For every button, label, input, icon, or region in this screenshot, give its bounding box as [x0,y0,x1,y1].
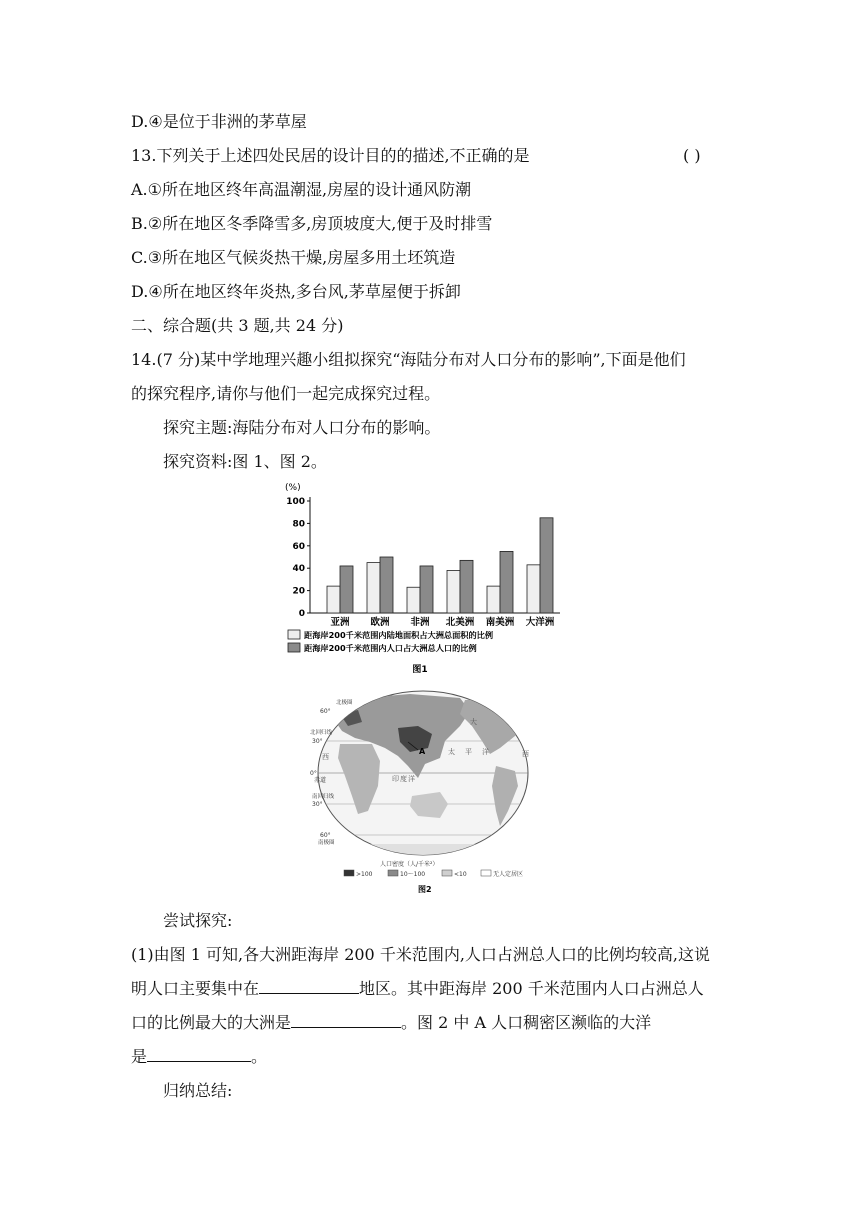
answer-blank-3[interactable] [147,1047,251,1062]
explore-theme: 探究主题:海陆分布对人口分布的影响。 [163,418,441,437]
bar-1 [367,563,380,613]
y-tick-label: 0 [298,609,305,619]
lat-label: 0° [310,770,317,777]
y-tick-label: 100 [286,497,305,507]
bar-1 [447,570,460,613]
q14-stem-line2: 的探究程序,请你与他们一起完成探究过程。 [131,384,441,403]
circle-label: 南极圈 [318,840,335,846]
bar-2 [460,560,473,613]
legend-label: 距海岸200千米范围内陆地面积占大洲总面积的比例 [304,630,494,640]
point-a-label: A [419,747,426,756]
ocean-label: 洋 [482,748,489,756]
p1-line1: (1)由图 1 可知,各大洲距海岸 200 千米范围内,人口占洲总人口的比例均较高,这说 [131,945,710,964]
answer-blank-2[interactable] [291,1013,401,1028]
map-legend-label: 10～100 [400,871,426,878]
p1-text: 口的比例最大的大洲是 [131,1013,292,1032]
ocean-label: 大 [470,718,477,726]
circle-label: 北极圈 [336,700,353,706]
lat-label: 30° [312,738,323,745]
q13-option-a: A.①所在地区终年高温潮湿,房屋的设计通风防潮 [131,180,472,199]
bar-1 [327,586,340,613]
y-tick-label: 60 [292,541,305,552]
summary-heading: 归纳总结: [163,1081,233,1100]
y-tick-label: 80 [292,519,305,530]
ocean-label: 印 [392,775,399,783]
bar-2 [500,551,513,613]
try-explore-heading: 尝试探究: [163,911,233,930]
map-legend-label: 无人定居区 [493,871,524,878]
bar-1 [407,587,420,613]
explore-material: 探究资料:图 1、图 2。 [163,452,327,471]
x-tick-label: 欧洲 [370,617,390,628]
lat-label: 60° [320,832,331,839]
ocean-label: 太 [448,748,455,756]
section-heading: 二、综合题(共 3 题,共 24 分) [131,316,344,335]
q14-stem-line1: 14.(7 分)某中学地理兴趣小组拟探究“海陆分布对人口分布的影响”,下面是他们 [131,350,686,369]
bar-1 [527,565,540,613]
tropic-label: 南回归线 [312,794,335,800]
tropic-label: 北回归线 [310,730,333,736]
p1-line4 [131,1047,267,1067]
map-legend-swatch [344,870,354,876]
map-legend-swatch [442,870,452,876]
ocean-label: 西 [322,753,329,761]
legend-swatch [288,643,300,652]
y-axis-unit-label: (%) [285,483,301,493]
p1-line2 [131,979,704,999]
figure2-world-map [300,686,540,896]
q13-option-b: B.②所在地区冬季降雪多,房顶坡度大,便于及时排雪 [131,214,493,233]
map-legend-label: >100 [356,871,373,878]
legend-label: 距海岸200千米范围内人口占大洲总人口的比例 [304,643,477,653]
answer-blank-1[interactable] [259,979,359,994]
p1-text: 。 [251,1047,268,1066]
q13-option-d: D.④所在地区终年炎热,多台风,茅草屋便于拆卸 [131,282,461,301]
p1-text: 明人口主要集中在 [131,979,260,998]
figure1-caption: 图1 [412,665,428,675]
bar-2 [420,566,433,613]
p1-text: 是 [131,1047,148,1066]
legend-swatch [288,630,300,639]
y-tick-label: 20 [292,586,305,597]
p1-text: 地区。其中距海岸 200 千米范围内人口占洲总人 [359,979,704,998]
ocean-label: 度 [400,775,407,783]
ocean-label: 洋 [408,775,415,783]
map-legend-label: <10 [454,871,467,878]
x-tick-label: 亚洲 [330,617,350,628]
x-tick-label: 南美洲 [485,617,515,628]
bar-2 [380,557,393,613]
q13-option-c: C.③所在地区气候炎热干燥,房屋多用土坯筑造 [131,248,456,267]
map-legend-swatch [481,870,491,876]
x-tick-label: 北美洲 [445,617,475,628]
legend-title: 人口密度（人/千米²） [380,861,439,868]
lat-label: 60° [320,708,331,715]
map-legend-swatch [388,870,398,876]
p1-line3 [131,1013,651,1033]
bar-2 [340,566,353,613]
x-tick-label: 大洋洲 [525,617,555,628]
p1-text: 。图 2 中 A 人口稠密区濒临的大洋 [401,1013,652,1032]
figure1-bar-chart [280,480,580,678]
lat-label: 30° [312,801,323,808]
bar-1 [487,586,500,613]
x-tick-label: 非洲 [410,617,430,628]
ocean-label: 西 [522,750,529,758]
q13-stem: 13.下列关于上述四处民居的设计目的的描述,不正确的是 [131,146,530,165]
ocean-label: 平 [465,748,472,756]
q12-option-d: D.④是位于非洲的茅草屋 [131,112,307,131]
y-tick-label: 40 [292,564,305,575]
equator-label: 赤道 [314,777,327,784]
figure2-caption: 图2 [418,885,432,894]
bar-2 [540,518,553,613]
answer-paren: ( ) [683,146,701,165]
